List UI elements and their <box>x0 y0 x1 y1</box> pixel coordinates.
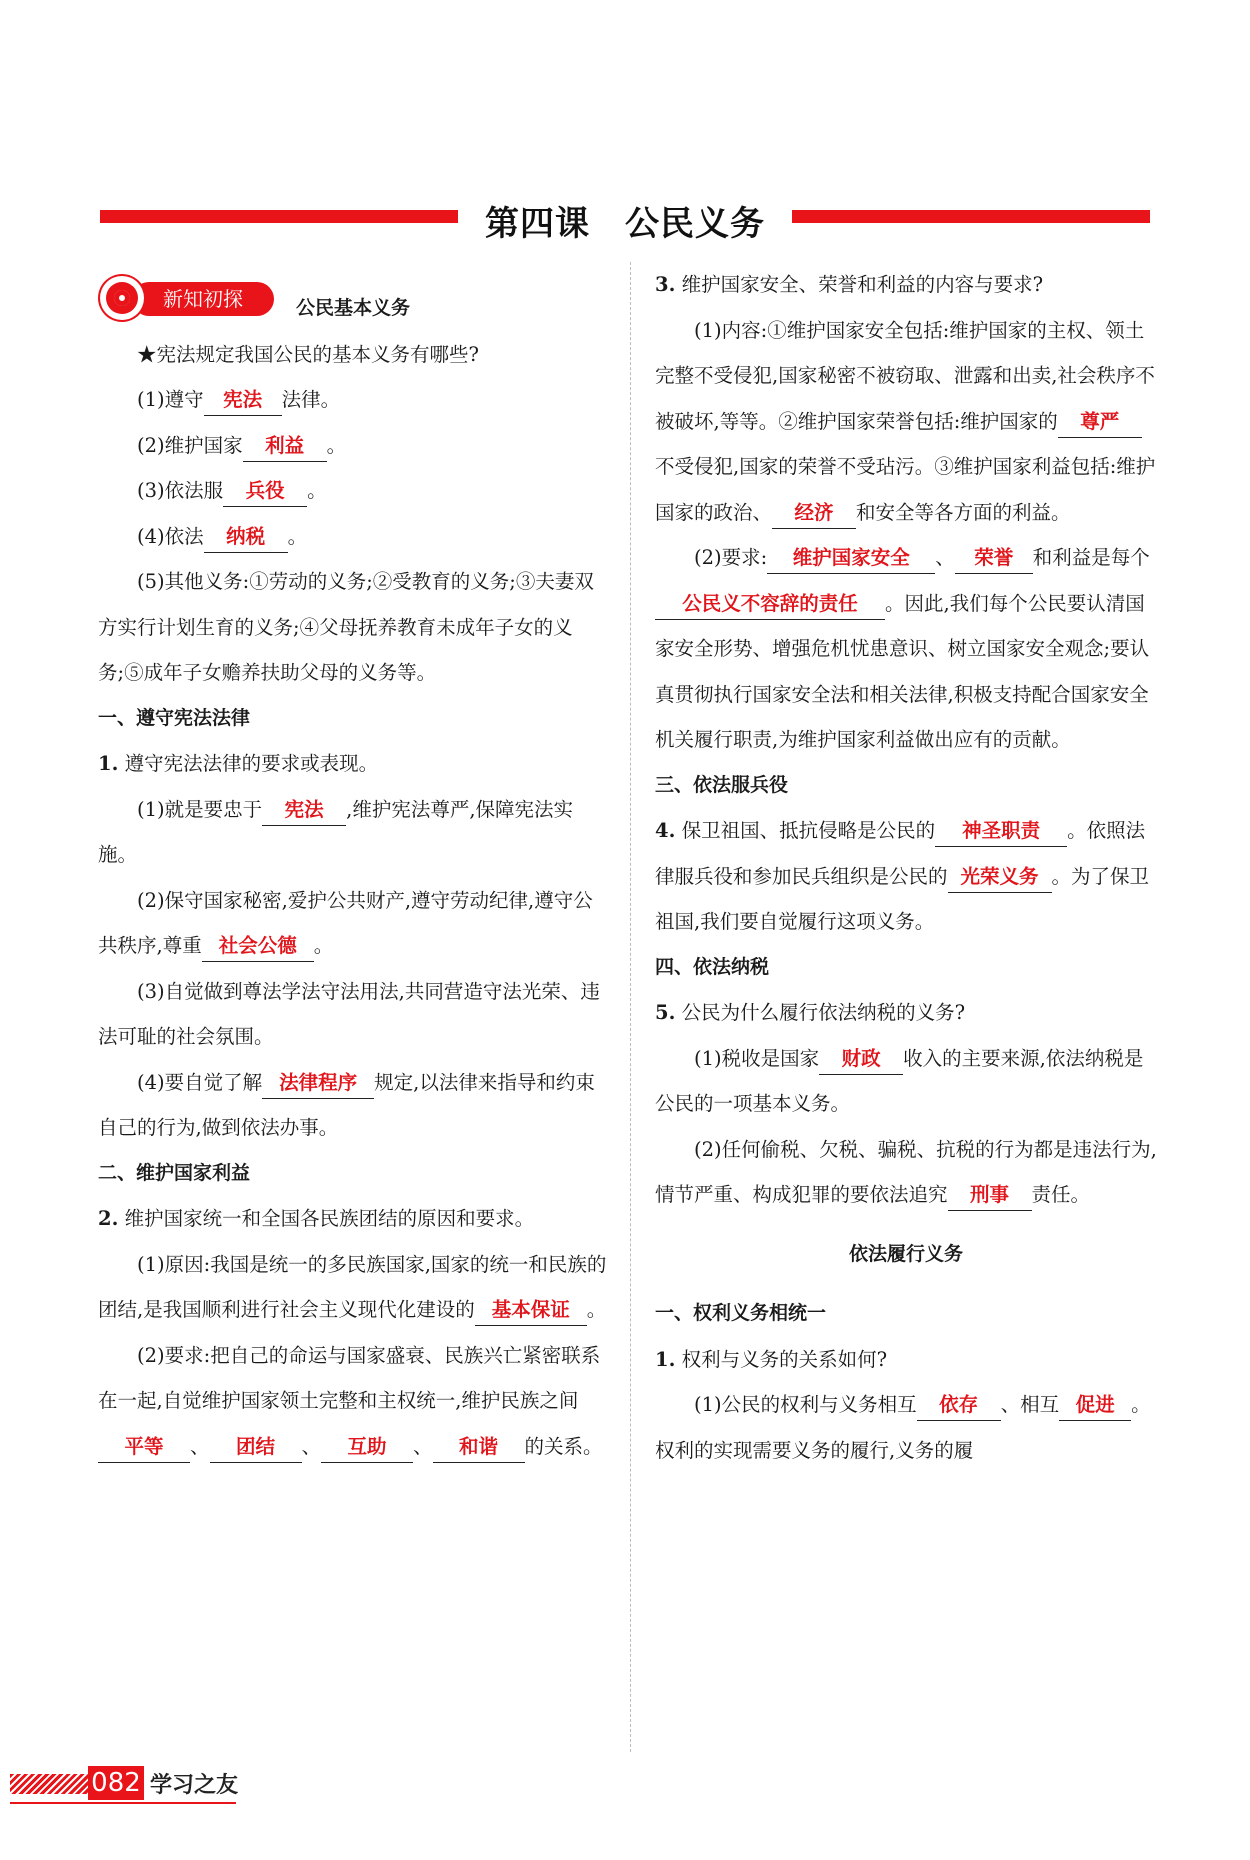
question-2 <box>98 1196 608 1242</box>
text: 。为了保卫祖国,我们要自觉履行这项义务。 <box>655 864 1150 933</box>
question-text: 公民为什么履行依法纳税的义务? <box>681 1001 966 1024</box>
text: (4)依法 <box>137 524 204 548</box>
answer-3-1 <box>655 308 1157 536</box>
text: 的关系。 <box>524 1434 603 1458</box>
subsection-title-4: 四、依法纳税 <box>655 955 770 978</box>
text: (2)任何偷税、欠税、骗税、抗税的行为都是违法行为,情节严重、构成犯罪的要依法追究 <box>655 1137 1157 1206</box>
answer-blank: 促进 <box>1059 1390 1131 1421</box>
text: 法律。 <box>281 388 341 411</box>
question-number: 1. <box>98 752 119 775</box>
text: 。 <box>313 934 334 957</box>
left-column <box>98 280 608 1469</box>
answer-blank: 荣誉 <box>955 543 1033 574</box>
text: 、 <box>935 546 955 569</box>
answer-blank: 团结 <box>210 1432 302 1463</box>
answer-blank: 平等 <box>98 1432 190 1463</box>
text: 。依照法律服兵役和参加民兵组织是公民的 <box>655 819 1146 888</box>
right-column <box>655 262 1157 1473</box>
lesson-title-bar <box>100 196 1150 244</box>
duty-item-5: (5)其他义务:①劳动的义务;②受教育的义务;③夫妻双方实行计划生育的义务;④父母抚养教育未成年子女的义务;⑤成年子女赡养扶助父母的义务等。 <box>98 570 594 684</box>
text: (2)保守国家秘密,爱护公共财产,遵守劳动纪律,遵守公共秩序,尊重 <box>98 888 593 957</box>
answer-2-2 <box>98 1333 608 1470</box>
answer-blank: 互助 <box>321 1432 413 1463</box>
text: 不受侵犯,国家的荣誉不受玷污。③维护国家利益包括:维护国家的政治、 <box>655 455 1156 524</box>
answer-5-2 <box>655 1127 1157 1218</box>
answer-1-4 <box>98 1060 608 1151</box>
answer-blank: 经济 <box>772 498 856 529</box>
footer-rule <box>10 1802 236 1804</box>
column-divider <box>630 262 631 1752</box>
answer-blank: 宪法 <box>262 795 346 826</box>
duty-item-1 <box>98 377 608 423</box>
text: 。 <box>326 433 347 457</box>
subsection-title-2: 二、维护国家利益 <box>98 1161 251 1184</box>
question-3 <box>655 262 1157 308</box>
question-number: 2. <box>98 1207 119 1230</box>
text: (1)税收是国家 <box>694 1046 820 1070</box>
text: (1)内容:①维护国家安全包括:维护国家的主权、领土完整不受侵犯,国家秘密不被窃取、泄露和出卖,社会秩序不被破坏,等等。②维护国家荣誉包括:维护国家的 <box>655 318 1155 433</box>
answer-blank: 维护国家安全 <box>767 543 935 574</box>
question-text: 遵守宪法法律的要求或表现。 <box>124 752 379 775</box>
question-number: 5. <box>655 1001 676 1024</box>
subsection-title-3: 三、依法服兵役 <box>655 773 789 796</box>
answer-blank: 光荣义务 <box>948 862 1052 893</box>
answer-1-2 <box>98 878 608 969</box>
answer-6-1 <box>655 1382 1157 1473</box>
question-number: 4. <box>655 819 676 842</box>
text: 规定,以法律来指导和约束自己的行为,做到依法办事。 <box>98 1070 595 1139</box>
text: (1)遵守 <box>137 388 204 411</box>
text: (1)原因:我国是统一的多民族国家,国家的统一和民族的团结,是我国顺利进行社会主义现代化建设的 <box>98 1252 607 1321</box>
section-heading-fulfill-duties: 依法履行义务 <box>848 1242 963 1265</box>
question-6 <box>655 1337 1157 1383</box>
text: (2)要求: <box>694 546 768 569</box>
answer-blank: 兵役 <box>223 476 307 507</box>
section-heading-basic-duties: 公民基本义务 <box>295 297 410 319</box>
answer-blank: 纳税 <box>204 522 288 553</box>
text: 、 <box>301 1434 322 1458</box>
text: 、相互 <box>1000 1393 1060 1416</box>
answer-blank: 依存 <box>917 1390 1001 1421</box>
answer-blank: 法律程序 <box>262 1068 374 1099</box>
answer-blank: 基本保证 <box>475 1295 587 1326</box>
question-text: 维护国家统一和全国各民族团结的原因和要求。 <box>124 1207 535 1230</box>
subsection-title-5: 一、权利义务相统一 <box>655 1302 827 1324</box>
page-number: 082 <box>88 1766 144 1800</box>
text: 。因此,我们每个公民要认清国家安全形势、增强危机忧患意识、树立国家安全观念;要认真贯彻执行国家安全法和相关法律,积极支持配合国家安全机关履行职责,为维护国家利益做出应有的贡献。 <box>655 591 1150 751</box>
text: (2)维护国家 <box>137 433 243 457</box>
answer-1-1 <box>98 787 608 878</box>
question-text: 权利与义务的关系如何? <box>681 1347 888 1371</box>
page-footer <box>0 1766 250 1810</box>
answer-blank: 和谐 <box>433 1432 525 1463</box>
question-5 <box>655 990 1157 1036</box>
answer-5-1 <box>655 1036 1157 1127</box>
text: 和利益是每个 <box>1032 546 1150 569</box>
text: 。 <box>287 524 308 548</box>
badge-label: 新知初探 <box>132 282 274 316</box>
text: 、 <box>413 1434 433 1458</box>
text: (2)要求:把自己的命运与国家盛衰、民族兴亡紧密联系在一起,自觉维护国家领土完整和主权统一,维护民族之间 <box>98 1343 601 1412</box>
text: (1)公民的权利与义务相互 <box>694 1393 917 1416</box>
text: 。 <box>307 479 327 502</box>
footer-stripe <box>10 1774 88 1794</box>
answer-1-3: (3)自觉做到尊法学法守法用法,共同营造守法光荣、违法可耻的社会氛围。 <box>98 979 600 1048</box>
text: (4)要自觉了解 <box>137 1070 263 1094</box>
subsection-title-1: 一、遵守宪法法律 <box>98 706 251 729</box>
lesson-title: 第四课 公民义务 <box>485 204 765 244</box>
question-text: 维护国家安全、荣誉和利益的内容与要求? <box>681 273 1044 296</box>
answer-blank: 社会公德 <box>202 931 314 962</box>
answer-3-2 <box>655 535 1157 763</box>
answer-blank: 宪法 <box>204 385 282 416</box>
answer-blank: 刑事 <box>948 1180 1032 1211</box>
brand-name: 学习之友 <box>150 1773 239 1798</box>
question-1 <box>98 741 608 787</box>
answer-blank: 财政 <box>819 1044 903 1075</box>
duty-item-3 <box>98 468 608 514</box>
text: 责任。 <box>1031 1183 1091 1206</box>
text: 、 <box>190 1434 210 1458</box>
question-number: 3. <box>655 273 676 296</box>
star-question: ★宪法规定我国公民的基本义务有哪些? <box>137 342 479 366</box>
answer-blank: 利益 <box>243 431 327 462</box>
text: ,维护宪法尊严,保障宪法实施。 <box>98 797 574 866</box>
answer-2-1 <box>98 1242 608 1333</box>
duty-item-4 <box>98 514 608 560</box>
text: (3)依法服 <box>137 479 224 502</box>
text: 和安全等各方面的利益。 <box>856 500 1071 524</box>
text: 。权利的实现需要义务的履行,义务的履 <box>655 1393 1151 1462</box>
question-4 <box>655 808 1157 945</box>
answer-blank: 尊严 <box>1058 407 1142 438</box>
text: 。 <box>586 1298 607 1321</box>
duty-item-2 <box>98 423 608 469</box>
text: (1)就是要忠于 <box>137 797 263 821</box>
text: 收入的主要来源,依法纳税是公民的一项基本义务。 <box>655 1046 1144 1115</box>
question-number: 1. <box>655 1347 676 1371</box>
answer-blank: 公民义不容辞的责任 <box>655 589 885 620</box>
answer-blank: 神圣职责 <box>935 816 1067 847</box>
text: 保卫祖国、抵抗侵略是公民的 <box>681 819 936 842</box>
